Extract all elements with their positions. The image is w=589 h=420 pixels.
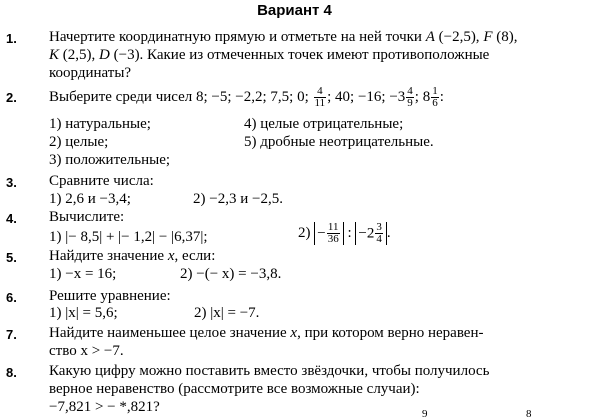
cut-off-digit: 8 xyxy=(526,408,532,420)
fraction-denominator: 11 xyxy=(314,97,326,109)
task-8-line-3: −7,821 > − *,821? xyxy=(49,399,160,415)
abs-value-1 xyxy=(314,222,343,245)
task-number-1: 1. xyxy=(6,31,17,46)
fraction-4-9 xyxy=(406,86,414,109)
task-3-part-2: 2) −2,3 и −2,5. xyxy=(193,191,283,207)
task-number-4: 4. xyxy=(6,211,17,226)
task-2-text-c: ; 8 xyxy=(414,88,431,105)
fraction-numerator: 4 xyxy=(407,85,413,97)
period: . xyxy=(386,225,391,241)
fraction-4-11 xyxy=(314,86,327,109)
abs-value-2 xyxy=(355,222,386,245)
task-1-line-3: координаты? xyxy=(49,65,132,81)
variable-x: x xyxy=(290,325,298,341)
task-7-text: Найдите наименьшее целое значение xyxy=(49,325,291,341)
task-2-text: Выберите среди чисел 8; −5; −2,2; 7,5; 0; xyxy=(49,88,313,105)
task-2-option-3: 3) положительные; xyxy=(49,152,171,168)
task-number-6: 6. xyxy=(6,290,17,305)
task-5-line-1 xyxy=(49,248,215,265)
task-2-option-4: 4) целые отрицательные; xyxy=(244,116,404,132)
fraction-numerator: 3 xyxy=(376,221,382,233)
fraction-denominator: 4 xyxy=(376,233,382,245)
task-1-text: Начертите координатную прямую и отметьте на ней точки xyxy=(49,29,426,45)
task-2-option-5: 5) дробные неотрицательные. xyxy=(244,134,434,150)
fraction-11-36 xyxy=(327,222,340,245)
fraction-numerator: 1 xyxy=(432,85,438,97)
task-2-text-b: ; 40; −16; −3 xyxy=(327,88,406,105)
task-1-line-1 xyxy=(49,29,517,46)
fraction-3-4 xyxy=(375,222,383,245)
task-4-part-1: 1) |− 8,5| + |− 1,2| − |6,37|; xyxy=(49,229,208,245)
task-7-line-1 xyxy=(49,325,484,342)
fraction-denominator: 9 xyxy=(407,97,413,109)
task-4-part-2 xyxy=(298,222,391,245)
task-4-line-1: Вычислите: xyxy=(49,209,125,225)
mixed-whole: −2 xyxy=(358,225,375,242)
task-1-line-2 xyxy=(49,47,489,64)
task-2-option-2: 2) целые; xyxy=(49,134,109,150)
task-8-line-2: верное неравенство (рассмотрите все возможные случаи): xyxy=(49,381,420,397)
point-d-coord: (−3). Какие из отмеченных точек имеют противоположные xyxy=(109,47,490,63)
point-a-label: A xyxy=(425,29,435,45)
task-8-line-1: Какую цифру можно поставить вместо звёздочки, чтобы получилось xyxy=(49,363,490,379)
fraction-numerator: 11 xyxy=(327,221,339,233)
fraction-denominator: 6 xyxy=(432,97,438,109)
task-number-5: 5. xyxy=(6,250,17,265)
point-k-label: K xyxy=(49,47,60,63)
task-3-part-1: 1) 2,6 и −3,4; xyxy=(49,191,131,207)
task-number-3: 3. xyxy=(6,175,17,190)
task-4-part-2-label: 2) xyxy=(298,225,315,241)
task-5-part-1: 1) −x = 16; xyxy=(49,266,117,282)
task-2-line-1 xyxy=(49,86,444,109)
task-number-8: 8. xyxy=(6,365,17,380)
task-5-part-2: 2) −(− x) = −3,8. xyxy=(180,266,282,282)
task-6-part-1: 1) |x| = 5,6; xyxy=(49,305,118,321)
variant-title: Вариант 4 xyxy=(257,2,332,19)
point-a-coord: (−2,5), xyxy=(434,29,484,45)
task-5-text: Найдите значение xyxy=(49,248,168,264)
task-2-option-1: 1) натуральные; xyxy=(49,116,151,132)
point-d-label: D xyxy=(99,47,110,63)
fraction-numerator: 4 xyxy=(314,86,327,98)
task-6-line-1: Решите уравнение: xyxy=(49,288,171,304)
point-f-coord: (8), xyxy=(492,29,518,45)
minus-sign: − xyxy=(317,225,326,242)
fraction-1-6 xyxy=(431,86,439,109)
task-2-colon: : xyxy=(439,88,444,105)
task-5-text-b: , если: xyxy=(174,248,216,264)
task-6-part-2: 2) |x| = −7. xyxy=(194,305,260,321)
task-7-text-b: , при котором верно неравен- xyxy=(297,325,484,341)
fraction-denominator: 36 xyxy=(327,233,339,245)
task-7-line-2: ство x > −7. xyxy=(49,343,124,359)
point-k-coord: (2,5), xyxy=(59,47,100,63)
task-number-7: 7. xyxy=(6,327,17,342)
cut-off-digit: 9 xyxy=(422,408,428,420)
point-f-label: F xyxy=(483,29,493,45)
task-number-2: 2. xyxy=(6,90,17,105)
variable-x: x xyxy=(167,248,175,264)
division-colon: : xyxy=(343,225,356,241)
task-3-line-1: Сравните числа: xyxy=(49,173,154,189)
